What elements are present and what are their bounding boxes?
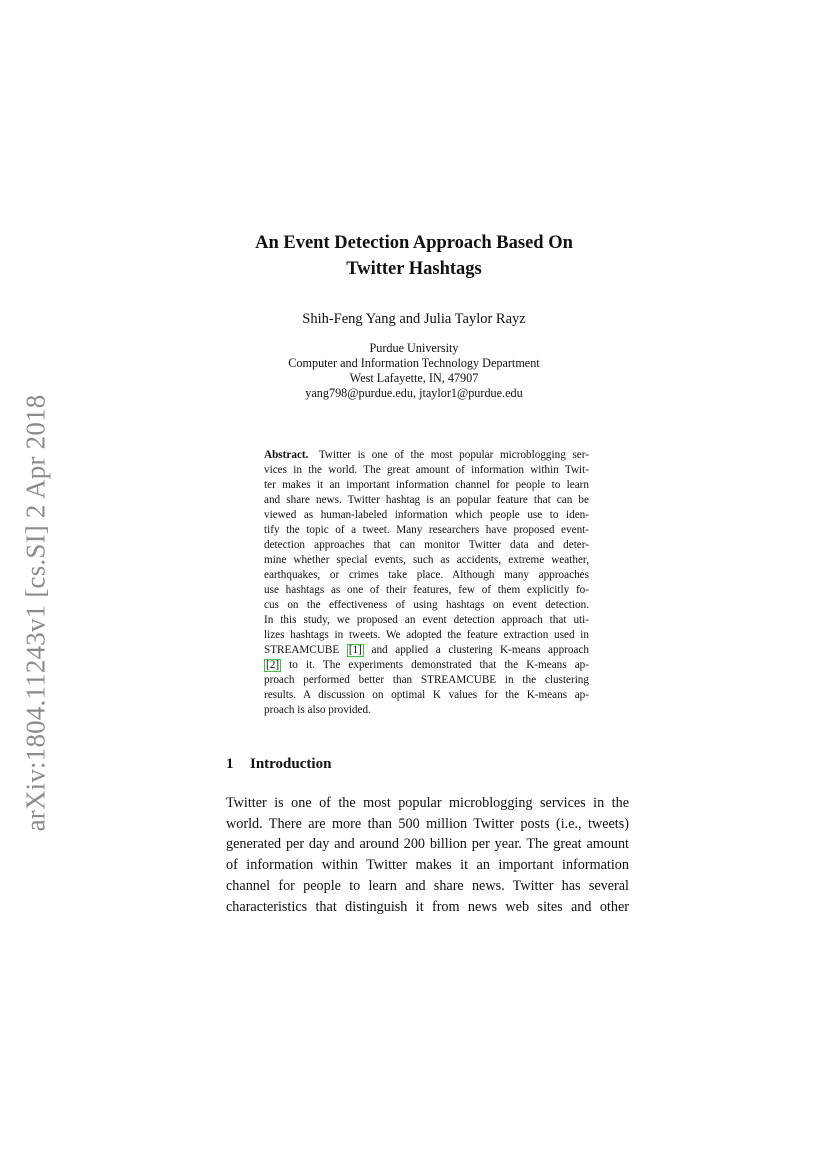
abstract: [264, 448, 589, 718]
abstract-line: detection approaches that can monitor Twitter data and deter-: [264, 539, 589, 551]
abstract-line: vices in the world. The great amount of information within Twit-: [264, 464, 589, 476]
section-number: 1: [226, 756, 234, 772]
abstract-line: lizes hashtags in tweets. We adopted the feature extraction used in: [264, 629, 589, 641]
abstract-line: viewed as human-labeled information which people use to iden-: [264, 509, 589, 521]
abstract-line: and share news. Twitter hashtag is an popular feature that can be: [264, 494, 589, 506]
body-line: channel for people to learn and share news. Twitter has several: [226, 877, 629, 894]
abstract-line: results. A discussion on optimal K values for the K-means ap-: [264, 689, 589, 701]
abstract-text: Twitter is one of the most popular microblogging ser-: [318, 449, 589, 461]
abstract-line: mine whether special events, such as accidents, extreme weather,: [264, 554, 589, 566]
title-line: An Event Detection Approach Based On: [255, 233, 573, 253]
citation-link-1[interactable]: [1]: [348, 644, 362, 656]
introduction-body: [226, 793, 629, 917]
paper-title: [0, 230, 828, 282]
abstract-line: [264, 643, 589, 658]
body-line: of information within Twitter makes it an important information: [226, 857, 629, 874]
body-line: characteristics that distinguish it from news web sites and other: [226, 898, 629, 915]
author-list: Shih-Feng Yang and Julia Taylor Rayz: [302, 311, 526, 327]
section-title: Introduction: [250, 756, 332, 772]
abstract-line: earthquakes, or crimes take place. Although many approaches: [264, 569, 589, 581]
abstract-line: cus on the effectiveness of using hashtags on event detection.: [264, 599, 589, 611]
arxiv-identifier: arXiv:1804.11243v1 [cs.SI] 2 Apr 2018: [20, 394, 51, 832]
abstract-text: and applied a clustering K-means approach: [371, 644, 590, 656]
section-heading: [226, 756, 331, 773]
abstract-line: use hashtags as one of their features, few of them explicitly fo-: [264, 584, 589, 596]
author-emails: yang798@purdue.edu, jtaylor1@purdue.edu: [305, 386, 523, 400]
body-line: Twitter is one of the most popular microblogging services in the: [226, 795, 629, 811]
abstract-line: tify the topic of a tweet. Many researchers have proposed event-: [264, 524, 589, 536]
citation-link-2[interactable]: [2]: [266, 659, 280, 671]
abstract-text: to it. The experiments demonstrated that the K-means ap-: [289, 659, 589, 671]
body-line: generated per day and around 200 billion per year. The great amount: [226, 836, 629, 853]
abstract-label: Abstract.: [264, 449, 309, 461]
abstract-line: In this study, we proposed an event detection approach that uti-: [264, 614, 589, 626]
department: Computer and Information Technology Department: [288, 356, 540, 370]
body-line: world. There are more than 500 million Twitter posts (i.e., tweets): [226, 815, 629, 832]
abstract-line: proach performed better than STREAMCUBE in the clustering: [264, 674, 589, 686]
abstract-line: ter makes it an important information channel for people to learn: [264, 479, 589, 491]
affiliation: [0, 341, 828, 401]
title-line: Twitter Hashtags: [346, 259, 482, 279]
abstract-line: proach is also provided.: [264, 704, 371, 716]
university: Purdue University: [369, 341, 459, 355]
abstract-text: STREAMCUBE: [264, 644, 340, 656]
location: West Lafayette, IN, 47907: [349, 371, 479, 385]
abstract-line: [264, 448, 589, 463]
abstract-line: [264, 658, 589, 673]
